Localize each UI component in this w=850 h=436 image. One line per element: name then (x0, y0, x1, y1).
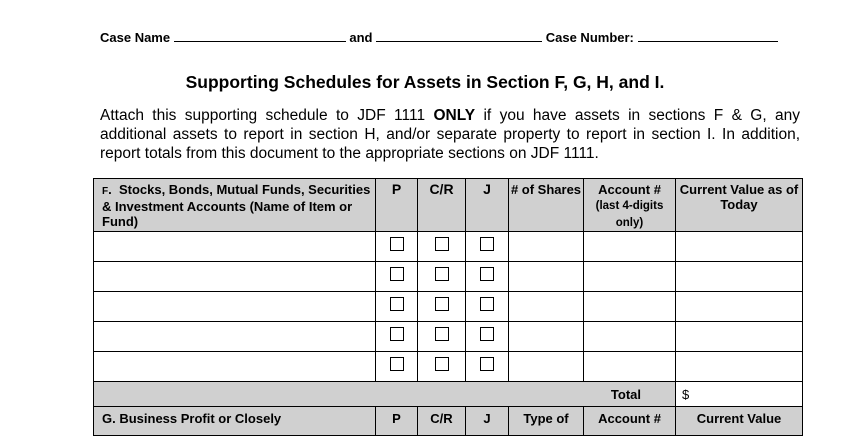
j-checkbox[interactable] (480, 267, 494, 281)
cr-cell (418, 262, 466, 292)
page-title: Supporting Schedules for Assets in Section F, G, H, and I. (185, 72, 665, 92)
schedule-table (93, 178, 803, 436)
p-cell (376, 292, 418, 322)
j-checkbox[interactable] (480, 357, 494, 371)
instructions-part1: Attach this supporting schedule to JDF 1111 (100, 107, 426, 124)
p-checkbox[interactable] (390, 297, 404, 311)
cr-checkbox[interactable] (435, 237, 449, 251)
p-cell (376, 352, 418, 382)
and-label: and (349, 30, 373, 45)
p-checkbox[interactable] (390, 327, 404, 341)
instructions (100, 106, 800, 163)
section-g-col-j: J (466, 407, 509, 436)
instructions-only: ONLY (433, 107, 476, 124)
j-checkbox[interactable] (480, 297, 494, 311)
value-cell[interactable] (676, 262, 803, 292)
cr-cell (418, 322, 466, 352)
j-cell (466, 322, 509, 352)
account-cell[interactable] (584, 232, 676, 262)
cr-checkbox[interactable] (435, 297, 449, 311)
section-letter: F (102, 186, 109, 197)
case-number-field[interactable] (638, 31, 778, 42)
table-row (94, 232, 803, 262)
j-cell (466, 352, 509, 382)
item-name-cell[interactable] (94, 262, 376, 292)
item-name-cell[interactable] (94, 232, 376, 262)
shares-cell[interactable] (509, 292, 584, 322)
col-account-title: Account # (598, 182, 661, 197)
table-row (94, 292, 803, 322)
section-g-header-row (94, 407, 803, 436)
case-number-label: Case Number: (545, 30, 634, 45)
case-header (100, 30, 778, 45)
col-p-header: P (376, 179, 418, 232)
section-g-title: G. Business Profit or Closely (94, 407, 376, 436)
j-cell (466, 292, 509, 322)
p-checkbox[interactable] (390, 267, 404, 281)
section-title: Stocks, Bonds, Mutual Funds, Securities & Investment Accounts (Name of Item or Fund) (102, 182, 371, 229)
item-name-cell[interactable] (94, 322, 376, 352)
total-label: Total (94, 382, 676, 407)
shares-cell[interactable] (509, 352, 584, 382)
col-account-header (584, 179, 676, 232)
value-cell[interactable] (676, 322, 803, 352)
case-name-label: Case Name (100, 30, 171, 45)
cr-cell (418, 292, 466, 322)
col-shares-header: # of Shares (509, 179, 584, 232)
shares-cell[interactable] (509, 232, 584, 262)
j-cell (466, 262, 509, 292)
section-g-col-account: Account # (584, 407, 676, 436)
j-checkbox[interactable] (480, 327, 494, 341)
cr-cell (418, 232, 466, 262)
col-account-note: (last 4-digits only) (595, 200, 664, 229)
total-row (94, 382, 803, 407)
case-name-second-field[interactable] (376, 31, 542, 42)
value-cell[interactable] (676, 292, 803, 322)
p-cell (376, 262, 418, 292)
account-cell[interactable] (584, 292, 676, 322)
p-checkbox[interactable] (390, 357, 404, 371)
case-name-field[interactable] (174, 31, 346, 42)
p-cell (376, 322, 418, 352)
value-cell[interactable] (676, 232, 803, 262)
section-g-col-value: Current Value (676, 407, 803, 436)
section-f-header: F. Stocks, Bonds, Mutual Funds, Securities & Investment Accounts (Name of Item or Fund) (94, 179, 376, 232)
account-cell[interactable] (584, 262, 676, 292)
p-cell (376, 232, 418, 262)
table-row (94, 322, 803, 352)
col-j-header: J (466, 179, 509, 232)
total-value-field[interactable]: $ (676, 382, 803, 407)
cr-checkbox[interactable] (435, 357, 449, 371)
item-name-cell[interactable] (94, 292, 376, 322)
j-checkbox[interactable] (480, 237, 494, 251)
instructions-part2: if you have assets in sections F & G, any additional assets to report in section H, and/or separate property to report in section I. In addition, report totals from this document to the appropriate sections on JDF 1111. (100, 107, 800, 162)
table-row (94, 262, 803, 292)
cr-checkbox[interactable] (435, 327, 449, 341)
col-cr-header: C/R (418, 179, 466, 232)
j-cell (466, 232, 509, 262)
item-name-cell[interactable] (94, 352, 376, 382)
shares-cell[interactable] (509, 262, 584, 292)
header-row (94, 179, 803, 232)
account-cell[interactable] (584, 352, 676, 382)
shares-cell[interactable] (509, 322, 584, 352)
section-g-col-cr: C/R (418, 407, 466, 436)
account-cell[interactable] (584, 322, 676, 352)
table-row (94, 352, 803, 382)
p-checkbox[interactable] (390, 237, 404, 251)
col-value-header: Current Value as of Today (676, 179, 803, 232)
cr-cell (418, 352, 466, 382)
cr-checkbox[interactable] (435, 267, 449, 281)
value-cell[interactable] (676, 352, 803, 382)
section-g-col-type: Type of (509, 407, 584, 436)
section-g-col-p: P (376, 407, 418, 436)
